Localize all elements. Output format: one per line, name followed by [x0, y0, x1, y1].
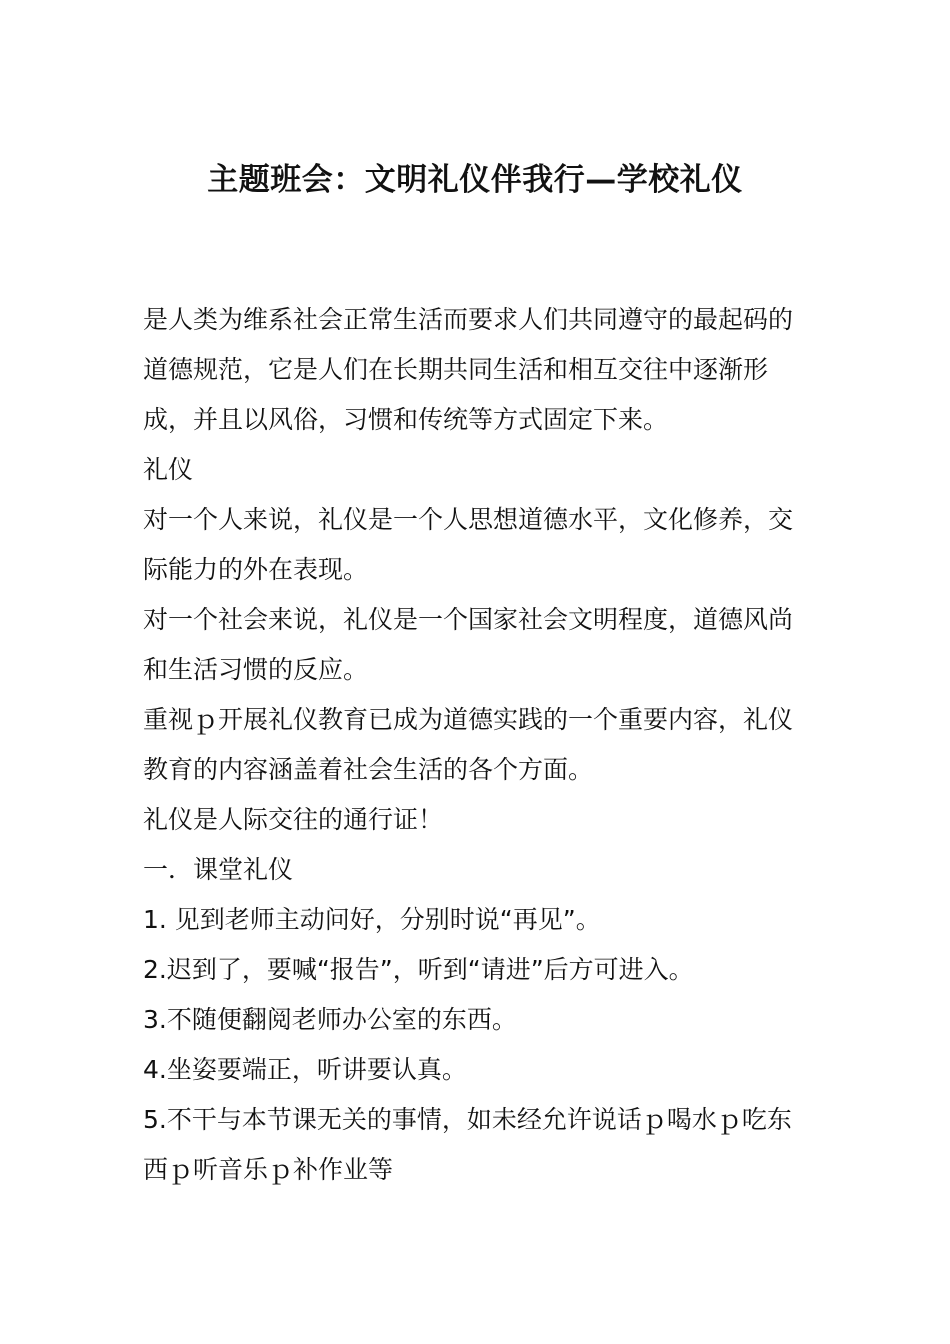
document-title: 主题班会：文明礼仪伴我行—学校礼仪: [207, 162, 743, 198]
paragraph-passport: 礼仪是人际交往的通行证！: [143, 805, 444, 834]
paragraph-education: 重视ｐ开展礼仪教育已成为道德实践的一个重要内容，礼仪教育的内容涵盖着社会生活的各个方面。: [143, 705, 794, 784]
document-body: [143, 295, 813, 1195]
list-item-2: 2.迟到了，要喊“报告”，听到“请进”后方可进入。: [143, 955, 694, 984]
paragraph-personal: 对一个人来说，礼仪是一个人思想道德水平，文化修养，交际能力的外在表现。: [143, 505, 794, 584]
list-item-3: 3.不随便翻阅老师办公室的东西。: [143, 1005, 517, 1034]
list-item-1: 1. 见到老师主动问好，分别时说“再见”。: [143, 905, 601, 934]
list-item-4: 4.坐姿要端正，听讲要认真。: [143, 1055, 467, 1084]
section-heading-classroom: 一．课堂礼仪: [143, 855, 294, 884]
list-item-5: 5.不干与本节课无关的事情，如未经允许说话ｐ喝水ｐ吃东西ｐ听音乐ｐ补作业等: [143, 1105, 792, 1184]
paragraph-society: 对一个社会来说，礼仪是一个国家社会文明程度，道德风尚和生活习惯的反应。: [143, 605, 794, 684]
paragraph-heading-etiquette: 礼仪: [143, 455, 194, 484]
paragraph-definition: 是人类为维系社会正常生活而要求人们共同遵守的最起码的道德规范，它是人们在长期共同生活和相互交往中逐渐形成，并且以风俗，习惯和传统等方式固定下来。: [143, 305, 794, 434]
